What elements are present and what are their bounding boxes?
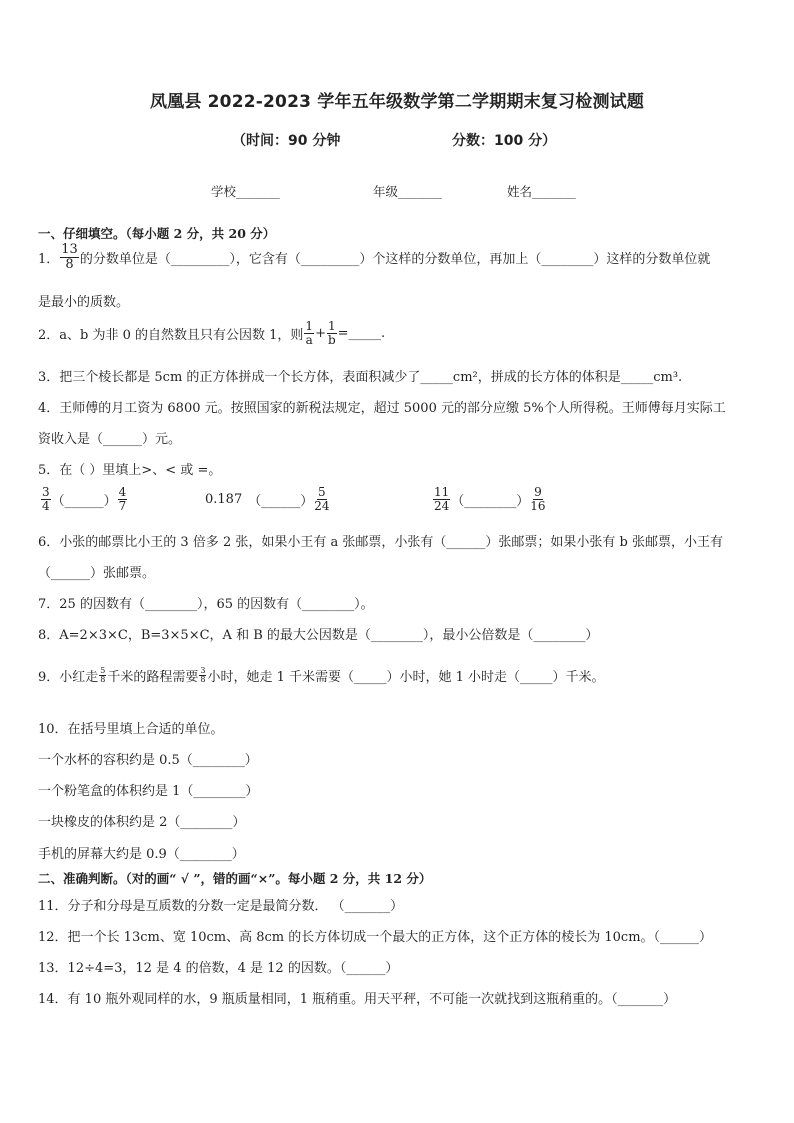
numerator: 9 xyxy=(534,485,542,499)
question-text: 9．小红走 xyxy=(38,670,99,685)
numerator: 13 xyxy=(61,242,78,257)
numerator: 1 xyxy=(305,319,314,333)
question-text: 千米的路程需要 xyxy=(107,670,199,685)
list-item: 一个水杯的容积约是 0.5（________） xyxy=(38,753,258,768)
question-5: 5．在（ ）里填上>、< 或 =。 xyxy=(38,463,222,478)
question-9 xyxy=(38,666,605,685)
question-text: 2．a、b 为非 0 的自然数且只有公因数 1，则 xyxy=(38,327,304,343)
question-4-line1: 4．王师傅的月工资为 6800 元。按照国家的新税法规定，超过 5000 元的部分应缴 5%个人所得税。王师傅每月实际工 xyxy=(38,401,726,416)
fraction xyxy=(118,486,128,512)
section-heading-1: 一、仔细填空。（每小题 2 分，共 20 分） xyxy=(38,226,276,241)
numerator: 4 xyxy=(118,485,127,499)
denominator: 16 xyxy=(530,498,546,513)
denominator: 8 xyxy=(100,675,106,684)
list-item: 一个粉笔盒的体积约是 1（________） xyxy=(38,784,259,799)
exam-score: 分数：100 分） xyxy=(452,133,557,149)
denominator: 24 xyxy=(314,498,330,513)
compare-item-1 xyxy=(40,486,128,512)
question-1 xyxy=(38,243,710,271)
question-6-line2: （______）张邮票。 xyxy=(38,566,156,581)
fraction xyxy=(433,486,450,512)
question-10: 10．在括号里填上合适的单位。 xyxy=(38,722,224,737)
numerator: 5 xyxy=(100,665,106,675)
denominator: a xyxy=(305,332,313,347)
question-14: 14．有 10 瓶外观同样的水，9 瓶质量相同，1 瓶稍重。用天平秤，不可能一次就找到这瓶稍重的。（_______） xyxy=(38,992,677,1007)
numerator: 3 xyxy=(42,485,50,499)
denominator: 8 xyxy=(200,675,206,684)
fraction xyxy=(327,320,337,346)
exam-time: （时间：90 分钟 xyxy=(232,133,341,149)
fraction xyxy=(199,667,206,685)
plus-sign: + xyxy=(315,325,326,341)
numerator: 11 xyxy=(434,485,450,499)
denominator: b xyxy=(327,332,336,347)
denominator: 7 xyxy=(118,498,127,513)
section-heading-2: 二、准确判断。（对的画“ √ ”，错的画“×”。每小题 2 分，共 12 分） xyxy=(38,871,432,886)
fraction xyxy=(530,486,545,512)
question-12: 12．把一个长 13cm、宽 10cm、高 8cm 的长方体切成一个最大的正方体，这个正方体的棱长为 10cm。（______） xyxy=(38,930,713,945)
question-3: 3．把三个棱长都是 5cm 的正方体拼成一个长方体，表面积减少了_____cm²，拼成的长方体的体积是_____cm³. xyxy=(38,370,683,385)
question-8: 8．A=2×3×C，B=3×5×C，A 和 B 的最大公因数是（________），最小公倍数是（________） xyxy=(38,628,599,643)
fraction xyxy=(60,243,79,271)
question-4-line2: 资收入是（______）元。 xyxy=(38,432,182,447)
question-7: 7．25 的因数有（________），65 的因数有（________）。 xyxy=(38,597,374,612)
question-1-continued: 是最小的质数。 xyxy=(38,295,130,310)
question-number: 1． xyxy=(38,251,60,267)
fraction xyxy=(41,486,51,512)
compare-item-3 xyxy=(432,486,547,512)
numerator: 1 xyxy=(327,319,336,333)
question-11: 11．分子和分母是互质数的分数一定是最简分数． （_______） xyxy=(38,899,404,914)
fraction xyxy=(304,320,314,346)
denominator: 4 xyxy=(42,498,50,513)
answer-blank: （______） xyxy=(248,493,314,509)
school-field: 学校_______ xyxy=(211,184,280,199)
numerator: 3 xyxy=(200,665,206,675)
question-text: 的分数单位是（_________），它含有（_________）个这样的分数单位，再加上（________）这样的分数单位就 xyxy=(79,251,711,267)
denominator: 24 xyxy=(434,498,450,513)
question-2 xyxy=(38,320,385,346)
denominator: 8 xyxy=(65,256,74,272)
question-6-line1: 6．小张的邮票比小王的 3 倍多 2 张，如果小王有 a 张邮票，小张有（______）张邮票；如果小张有 b 张邮票，小王有 xyxy=(38,535,723,550)
decimal-value: 0.187 xyxy=(205,491,243,507)
fraction xyxy=(99,667,106,685)
numerator: 5 xyxy=(318,485,326,499)
answer-blank: （______） xyxy=(51,493,117,509)
compare-item-2 xyxy=(205,486,331,512)
question-13: 13．12÷4=3，12 是 4 的倍数，4 是 12 的因数。（______） xyxy=(38,961,399,976)
answer-blank: （________） xyxy=(451,493,530,509)
list-item: 手机的屏幕大约是 0.9（________） xyxy=(38,847,245,862)
answer-blank: =_____. xyxy=(337,325,386,341)
fraction xyxy=(314,486,329,512)
list-item: 一块橡皮的体积约是 2（________） xyxy=(38,815,246,830)
grade-field: 年级_______ xyxy=(373,184,442,199)
page-title: 凤凰县 2022-2023 学年五年级数学第二学期期末复习检测试题 xyxy=(149,92,645,112)
name-field: 姓名_______ xyxy=(507,184,576,199)
question-text: 小时，她走 1 千米需要（_____）小时，她 1 小时走（_____）千米。 xyxy=(207,670,605,685)
